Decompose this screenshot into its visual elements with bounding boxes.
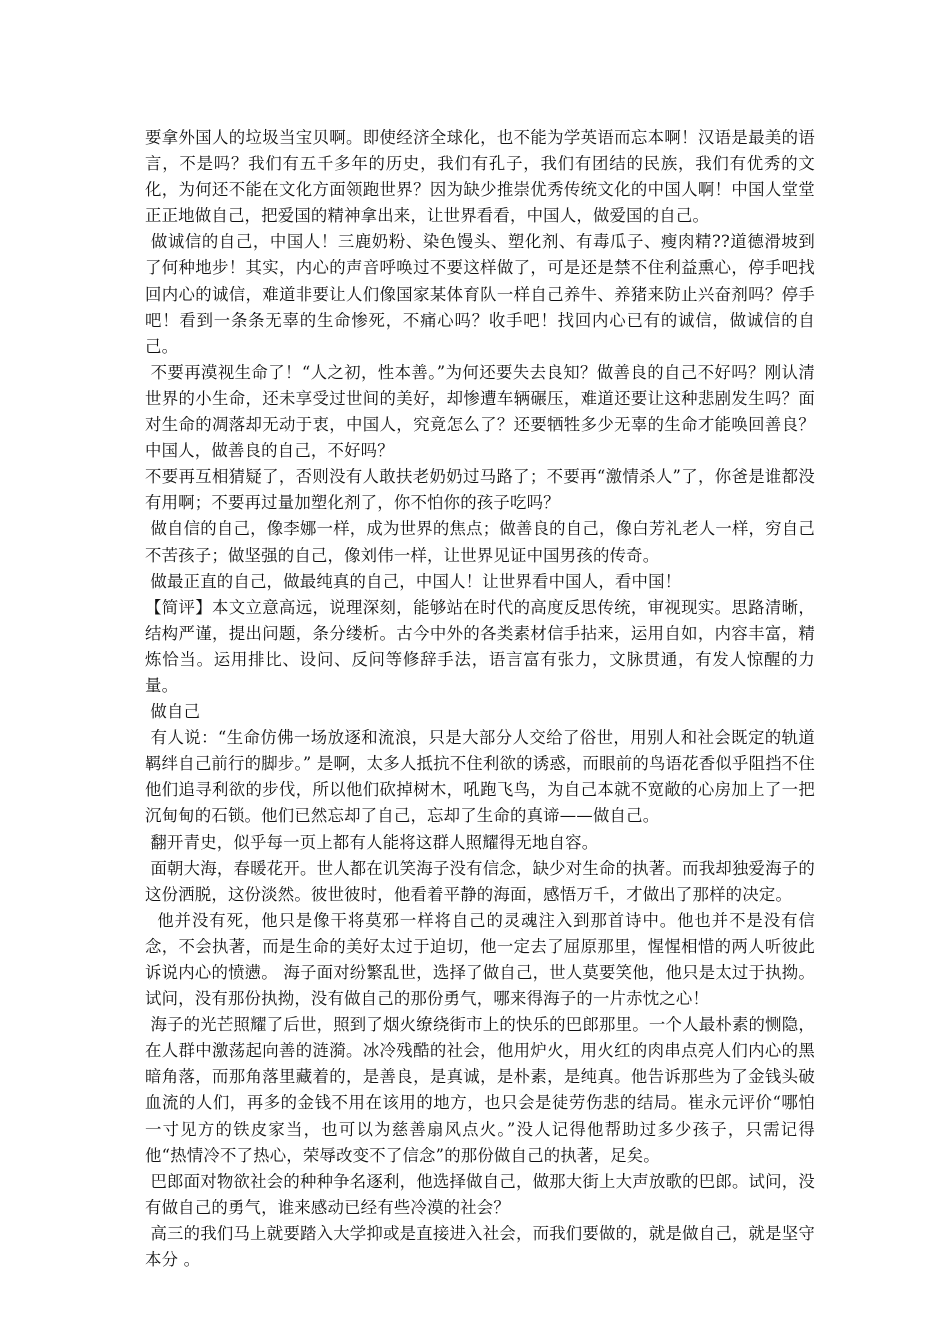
document-body — [145, 125, 815, 1273]
essay-title: 做自己 — [145, 702, 201, 722]
paragraph-kindness: 不要再漠视生命了！“人之初，性本善。”为何还要失去良知？做善良的自己不好吗？刚认清世界的小生命，还未享受过世间的美好，却惨遭车辆碾压，难道还要让这种悲剧发生吗？面对生命的凋落却无动于衷，中国人，究竟怎么了？还要牺牲多少无辜的生命才能唤回善良？中国人，做善良的自己，不好吗？ — [145, 362, 815, 461]
paragraph-balang: 海子的光芒照耀了后世，照到了烟火缭绕街市上的快乐的巴郎那里。一个人最朴素的恻隐，在人群中激荡起向善的涟漪。冰冷残酷的社会，他用炉火，用火红的肉串点亮人们内心的黑暗角落，而那角落里藏着的，是善良，是真诚，是朴素，是纯真。他告诉那些为了金钱头破血流的人们，再多的金钱不用在该用的地方，也只会是徒劳伤悲的结局。崔永元评价“哪怕一寸见方的铁皮家当，也可以为慈善扇风点火。”没人记得他帮助过多少孩子，只需记得他“热情冷不了热心，荣辱改变不了信念”的那份做自己的执著，足矣。 — [145, 1015, 815, 1165]
paragraph-opening-quote: 有人说：“生命仿佛一场放逐和流浪，只是大部分人交给了俗世，用别人和社会既定的轨道羁绊自己前行的脚步。” 是啊，太多人抵抗不住利欲的诱惑，而眼前的鸟语花香似乎阻挡不住他们追寻利欲的步伐，所以他们砍掉树木，吼跑飞鸟，为自己本就不宽敞的心房加上了一把沉甸甸的石锁。他们已然忘却了自己，忘却了生命的真谛——做自己。 — [145, 728, 815, 826]
paragraph-confidence: 做自信的自己，像李娜一样，成为世界的焦点；做善良的自己，像白芳礼老人一样，穷自己不苦孩子；做坚强的自己，像刘伟一样，让世界见证中国男孩的传奇。 — [145, 519, 815, 565]
paragraph-commentary: 【简评】本文立意高远，说理深刻，能够站在时代的高度反思传统，审视现实。思路清晰，结构严谨，提出问题，条分缕析。古今中外的各类素材信手拈来，运用自如，内容丰富，精炼恰当。运用排比、设问、反问等修辞手法，语言富有张力，文脉贯通，有发人惊醒的力量。 — [145, 597, 815, 695]
paragraph-haizi-poem: 他并没有死，他只是像干将莫邪一样将自己的灵魂注入到那首诗中。他也并不是没有信念，不会执著，而是生命的美好太过于迫切，他一定去了屈原那里，惺惺相惜的两人听彼此诉说内心的愤懑。 海子面对纷繁乱世，选择了做自己，世人莫要笑他，他只是太过于执拗。试问，没有那份执拗，没有做自己的那份勇气，哪来得海子的一片赤忱之心！ — [145, 910, 815, 1009]
paragraph-senior-year: 高三的我们马上就要踏入大学抑或是直接进入社会，而我们要做的，就是做自己，就是坚守本分 。 — [145, 1223, 815, 1270]
paragraph-honesty: 做诚信的自己，中国人！三鹿奶粉、染色馒头、塑化剂、有毒瓜子、瘦肉精??道德滑坡到了何种地步！其实，内心的声音呼唤过不要这样做了，可是还是禁不住利益熏心，停手吧找回内心的诚信，难道非要让人们像国家某体育队一样自己养牛、养猪来防止兴奋剂吗？停手吧！看到一条条无辜的生命惨死，不痛心吗？收手吧！找回内心已有的诚信，做诚信的自己。 — [145, 232, 815, 356]
paragraph-balang-choice: 巴郎面对物欲社会的种种争名逐利，他选择做自己，做那大街上大声放歌的巴郎。试问，没有做自己的勇气，谁来感动已经有些冷漠的社会？ — [145, 1171, 815, 1217]
paragraph-haizi-sea: 面朝大海，春暖花开。世人都在讥笑海子没有信念，缺少对生命的执著。而我却独爱海子的这份洒脱，这份淡然。彼世彼时，他看着平静的海面，感悟万千，才做出了那样的决定。 — [145, 858, 815, 904]
paragraph-history: 翻开青史，似乎每一页上都有人能将这群人照耀得无地自容。 — [145, 832, 599, 852]
paragraph-trust: 不要再互相猜疑了，否则没有人敢扶老奶奶过马路了；不要再“激情杀人”了，你爸是谁都没有用啊；不要再过量加塑化剂了，你不怕你的孩子吃吗？ — [145, 467, 815, 513]
paragraph-conclusion: 做最正直的自己，做最纯真的自己，中国人！让世界看中国人，看中国！ — [145, 571, 682, 591]
paragraph-patriotism-intro: 要拿外国人的垃圾当宝贝啊。即使经济全球化，也不能为学英语而忘本啊！汉语是最美的语言，不是吗？我们有五千多年的历史，我们有孔子，我们有团结的民族，我们有优秀的文化，为何还不能在文化方面领跑世界？因为缺少推崇优秀传统文化的中国人啊！中国人堂堂正正地做自己，把爱国的精神拿出来，让世界看看，中国人，做爱国的自己。 — [145, 128, 815, 226]
